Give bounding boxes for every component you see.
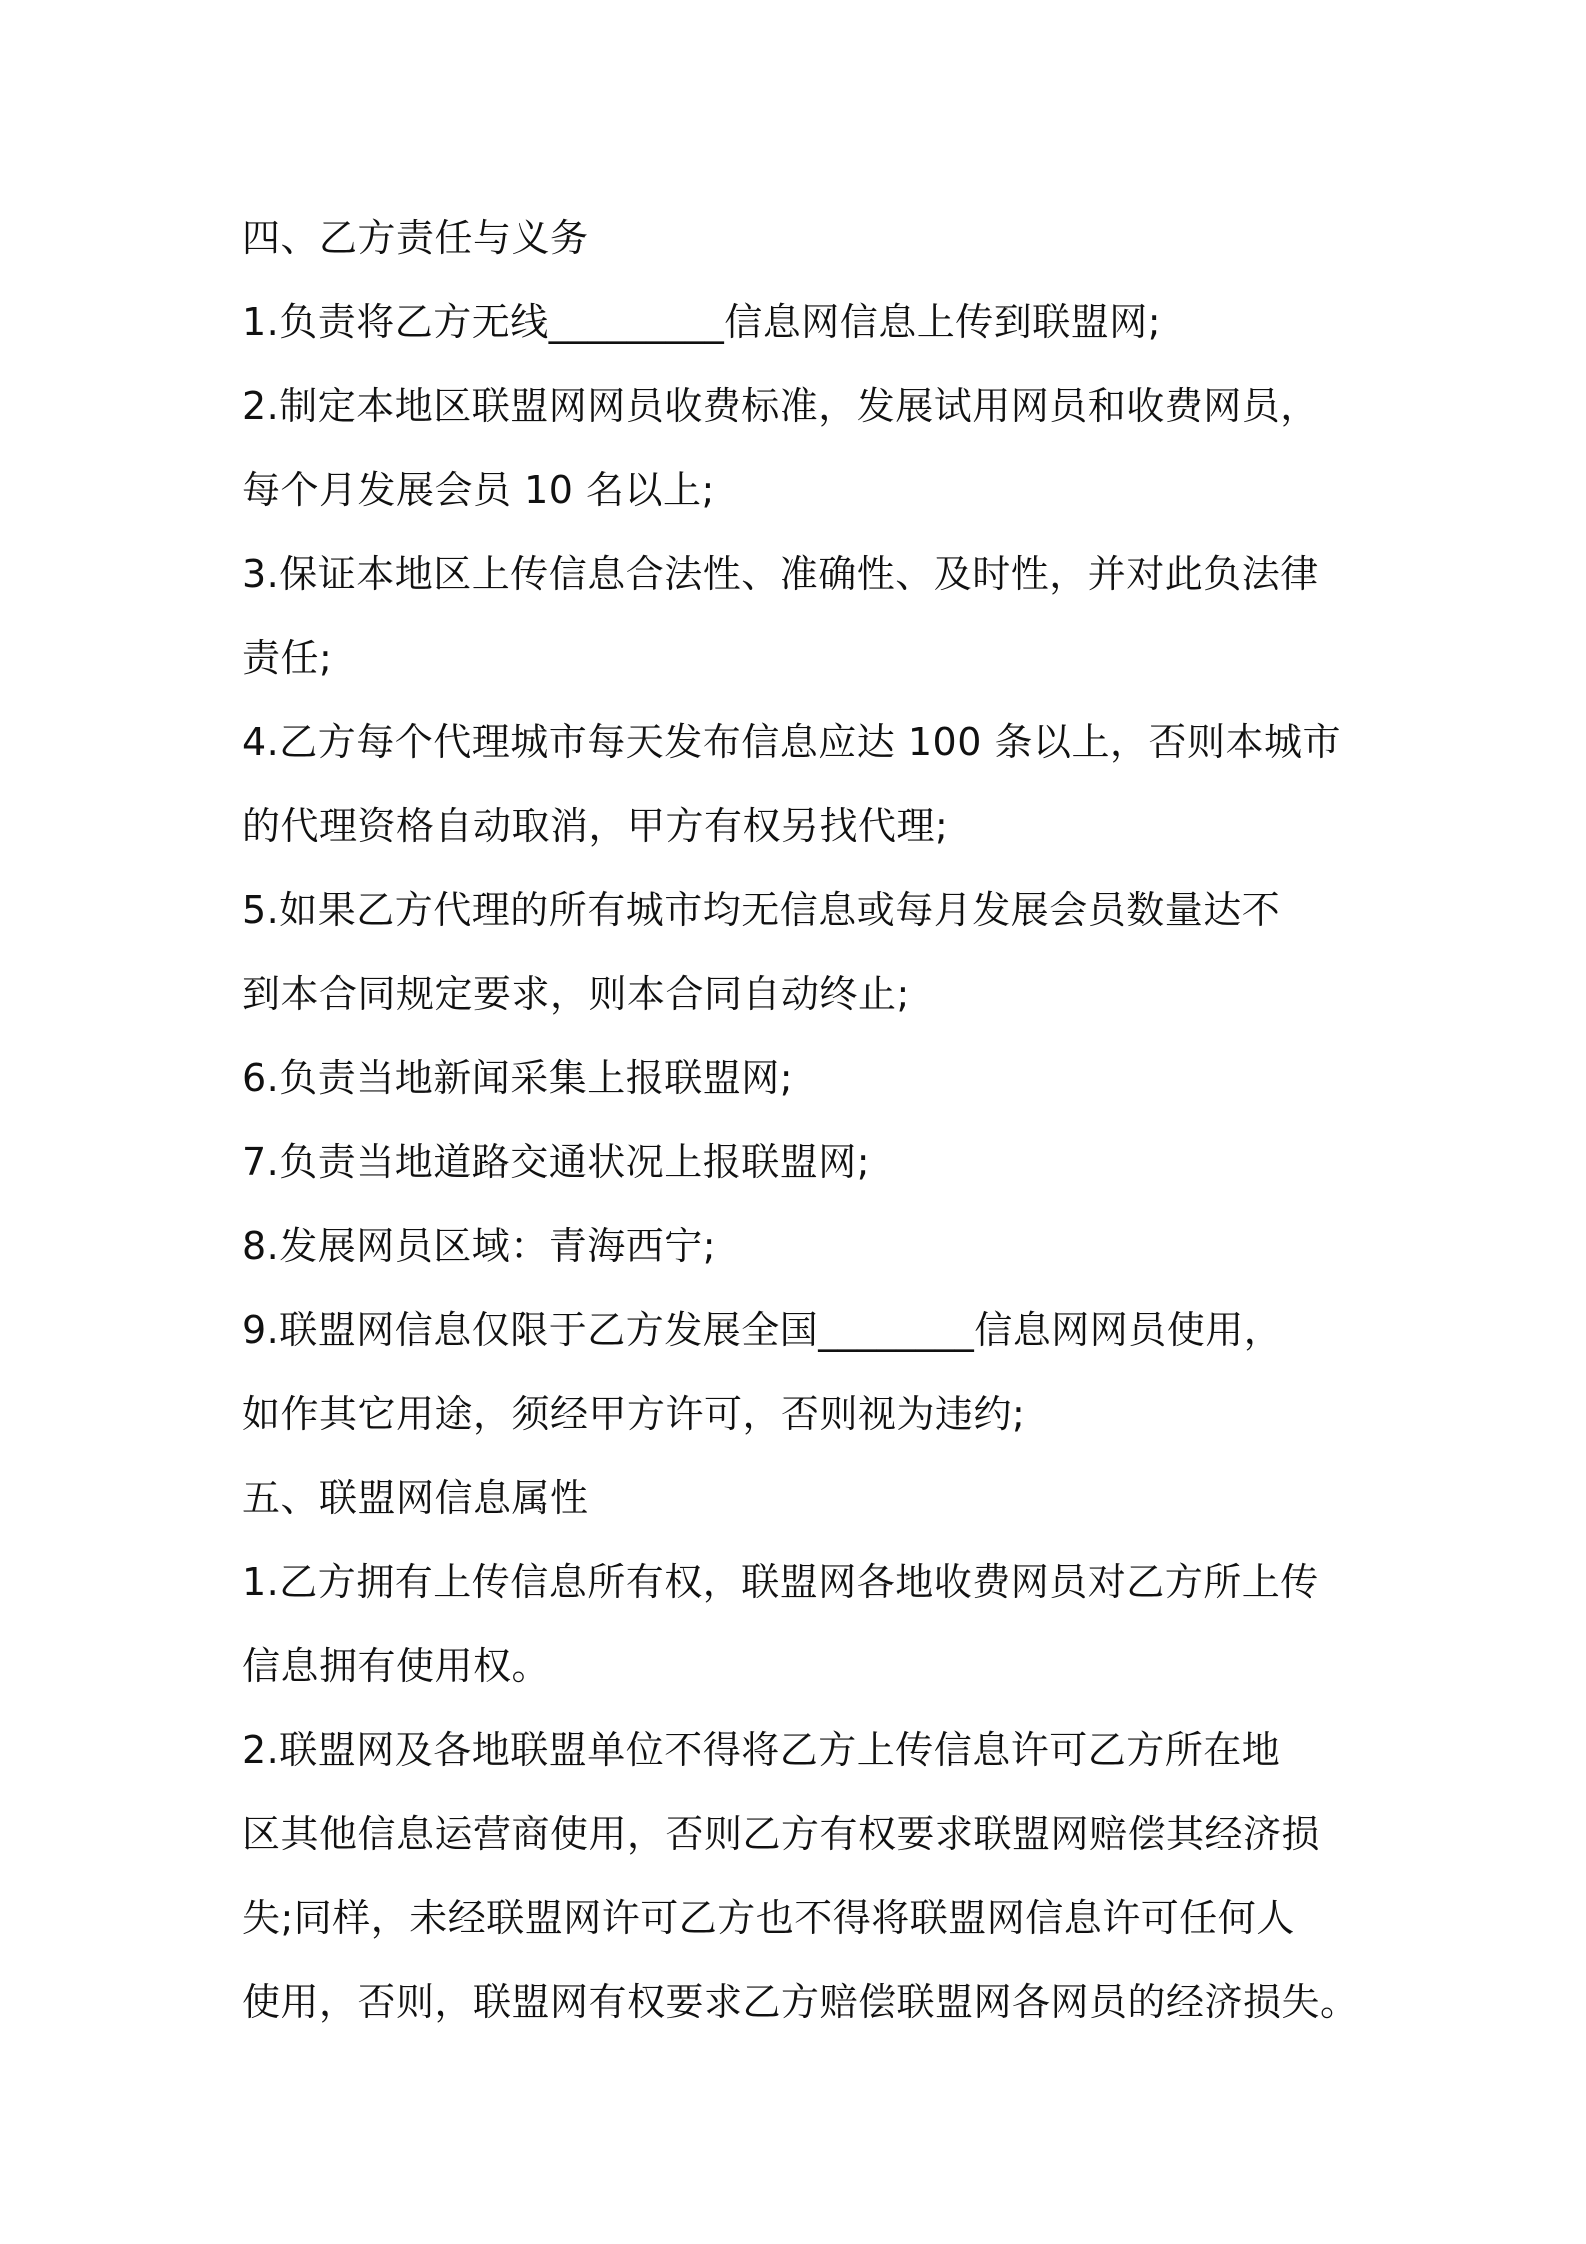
paragraph-line: 信息拥有使用权。 — [242, 1644, 551, 1688]
section-heading: 五、联盟网信息属性 — [242, 1476, 589, 1520]
paragraph-line: 责任; — [242, 636, 333, 680]
paragraph-line: 使用，否则，联盟网有权要求乙方赔偿联盟网各网员的经济损失。 — [242, 1980, 1359, 2024]
paragraph-line: 2.联盟网及各地联盟单位不得将乙方上传信息许可乙方所在地 — [242, 1728, 1281, 1772]
paragraph-line: 区其他信息运营商使用，否则乙方有权要求联盟网赔偿其经济损 — [242, 1812, 1321, 1856]
paragraph-line: 每个月发展会员 10 名以上; — [242, 468, 715, 512]
paragraph-line: 的代理资格自动取消，甲方有权另找代理; — [242, 804, 949, 848]
paragraph-line: 9.联盟网信息仅限于乙方发展全国________信息网网员使用， — [242, 1308, 1283, 1352]
paragraph-line: 2.制定本地区联盟网网员收费标准，发展试用网员和收费网员， — [242, 384, 1319, 428]
section-heading: 四、乙方责任与义务 — [242, 216, 589, 260]
paragraph-line: 8.发展网员区域：青海西宁; — [242, 1224, 717, 1268]
paragraph-line: 1.负责将乙方无线_________信息网信息上传到联盟网; — [242, 300, 1162, 344]
paragraph-line: 1.乙方拥有上传信息所有权，联盟网各地收费网员对乙方所上传 — [242, 1560, 1319, 1604]
paragraph-line: 7.负责当地道路交通状况上报联盟网; — [242, 1140, 871, 1184]
paragraph-line: 如作其它用途，须经甲方许可，否则视为违约; — [242, 1392, 1026, 1436]
paragraph-line: 失;同样，未经联盟网许可乙方也不得将联盟网信息许可任何人 — [242, 1896, 1295, 1940]
paragraph-line: 到本合同规定要求，则本合同自动终止; — [242, 972, 910, 1016]
document-body — [242, 196, 1360, 2044]
paragraph-line: 4.乙方每个代理城市每天发布信息应达 100 条以上，否则本城市 — [242, 720, 1341, 764]
paragraph-line: 6.负责当地新闻采集上报联盟网; — [242, 1056, 794, 1100]
paragraph-line: 3.保证本地区上传信息合法性、准确性、及时性，并对此负法律 — [242, 552, 1319, 596]
paragraph-line: 5.如果乙方代理的所有城市均无信息或每月发展会员数量达不 — [242, 888, 1281, 932]
